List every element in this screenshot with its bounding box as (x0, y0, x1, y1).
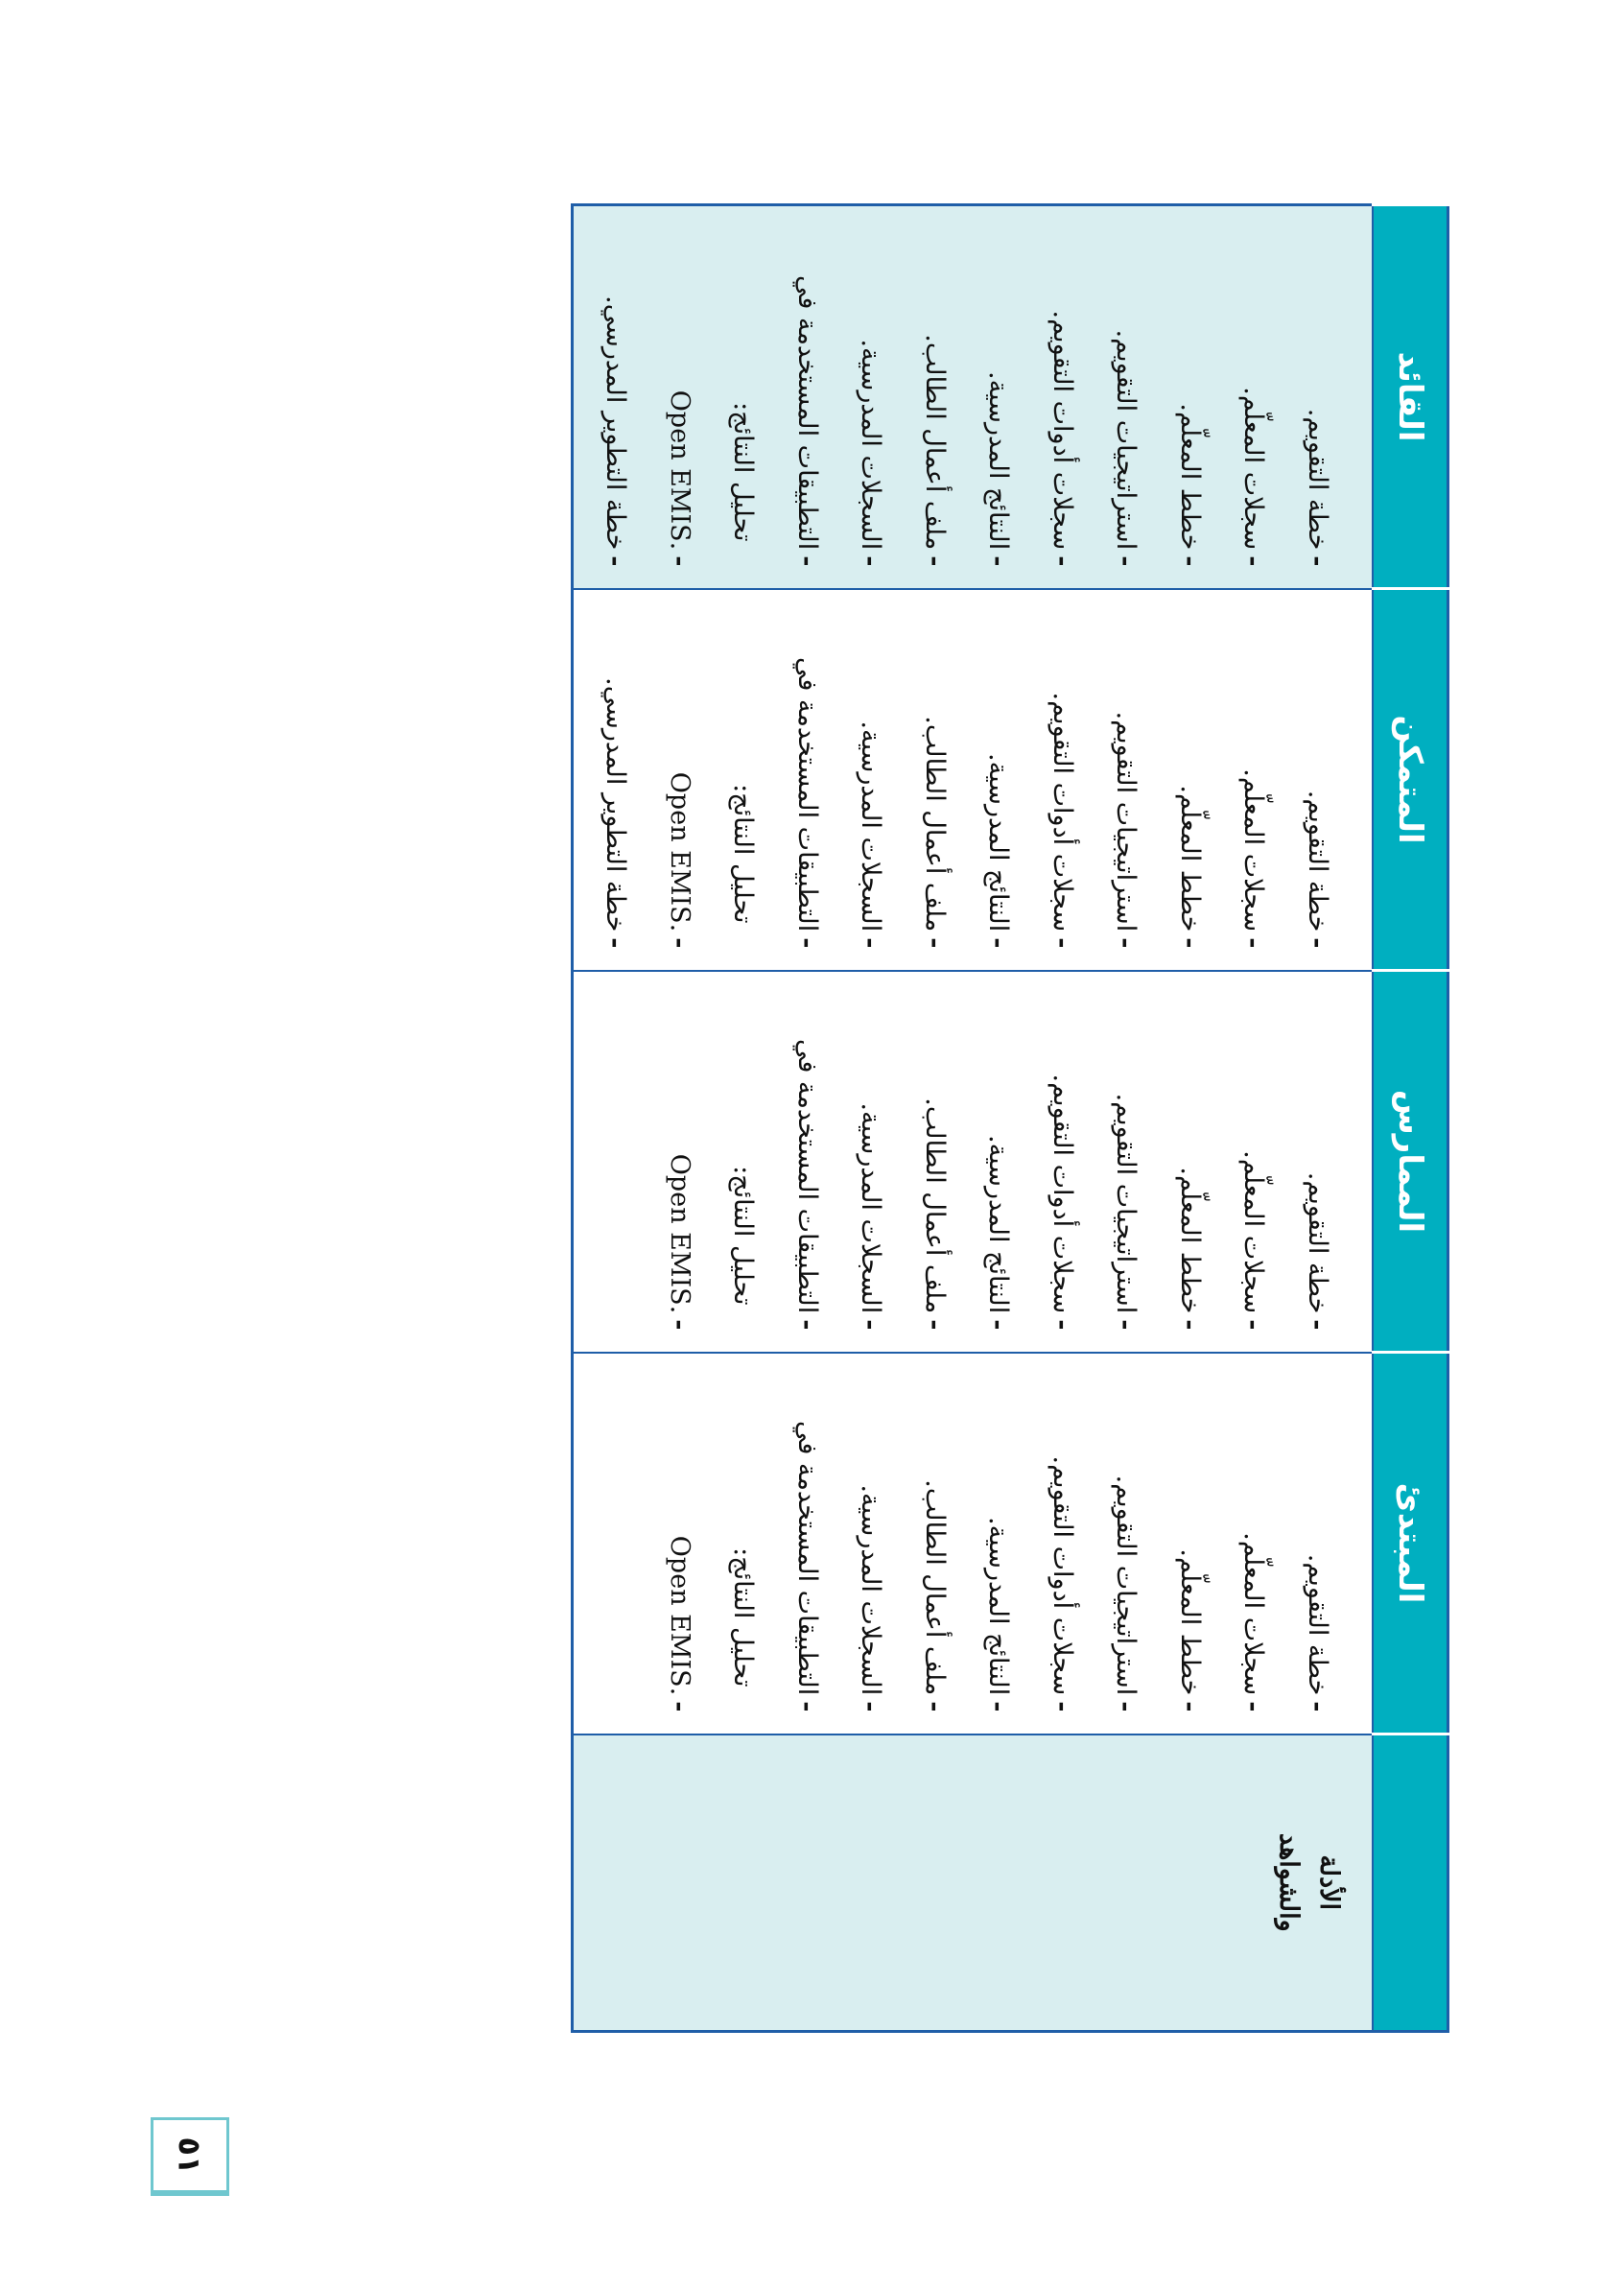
evidence-item-text: النتائج المدرسية. (983, 371, 1014, 551)
evidence-item (903, 611, 967, 949)
evidence-item-text: استراتيجيات التقويم. (1111, 1475, 1142, 1696)
cell-leader (573, 205, 1374, 589)
evidence-item (1030, 611, 1094, 949)
evidence-item (903, 227, 967, 567)
row-label-cell (573, 1734, 1374, 2032)
dash-bullet: - (920, 1319, 950, 1331)
evidence-item-text: ملف أعمال الطالب. (920, 716, 950, 932)
evidence-item (966, 993, 1030, 1331)
evidence-item (1094, 1375, 1158, 1712)
evidence-item-text: سجلات المعلّم. (1238, 768, 1269, 932)
header-leader: القائد (1373, 205, 1448, 589)
evidence-item (1158, 227, 1222, 567)
dash-bullet: - (600, 937, 631, 949)
evidence-item (838, 611, 903, 949)
evidence-item-text: النتائج المدرسية. (983, 1135, 1014, 1314)
evidence-item-text: .Open EMIS (665, 1535, 694, 1696)
dash-bullet: - (1111, 1701, 1142, 1712)
evidence-item (1094, 993, 1158, 1331)
evidence-item (966, 227, 1030, 567)
rotated-table-container (600, 203, 1449, 2030)
evidence-item (1158, 1375, 1222, 1712)
dash-bullet: - (856, 937, 886, 949)
evidence-item-text: التطبيقات المستخدمة في (792, 1420, 822, 1696)
evidence-item (838, 1375, 903, 1712)
evidence-item (903, 1375, 967, 1712)
items-list-proficient (583, 611, 1349, 949)
items-list-beginner (647, 1375, 1350, 1712)
dash-bullet: - (1238, 1701, 1269, 1712)
header-row (1373, 205, 1448, 2032)
dash-bullet: - (665, 937, 694, 949)
dash-bullet: - (1303, 937, 1332, 949)
header-practitioner: الممارس (1373, 971, 1448, 1353)
dash-bullet: - (792, 555, 822, 567)
evidence-item (1285, 993, 1350, 1331)
evidence-item-text: استراتيجيات التقويم. (1111, 329, 1142, 551)
evidence-item-text: استراتيجيات التقويم. (1111, 711, 1142, 932)
evidence-table (571, 203, 1449, 2033)
evidence-item (1158, 611, 1222, 949)
evidence-item-text: خطط المعلّم. (1175, 1548, 1205, 1696)
evidence-item-text: خطة التقويم. (1303, 1171, 1332, 1314)
evidence-item-text: .Open EMIS (665, 771, 694, 932)
row-label-line-2: والشواهد (1274, 1832, 1305, 1932)
evidence-item (711, 611, 775, 949)
evidence-item-text: سجلات أدوات التقويم. (1047, 692, 1077, 932)
evidence-item (1030, 1375, 1094, 1712)
evidence-item (966, 611, 1030, 949)
items-list-leader (583, 227, 1349, 567)
evidence-item-text: سجلات أدوات التقويم. (1047, 1074, 1077, 1314)
evidence-item (711, 993, 775, 1331)
dash-bullet: - (792, 937, 822, 949)
evidence-item (838, 993, 903, 1331)
evidence-item (583, 227, 647, 567)
evidence-row (573, 205, 1374, 2032)
evidence-item (1285, 227, 1350, 567)
dash-bullet: - (1303, 1319, 1332, 1331)
evidence-item (647, 1375, 712, 1712)
dash-bullet: - (1111, 555, 1142, 567)
evidence-item (1094, 611, 1158, 949)
cell-practitioner (573, 971, 1374, 1353)
evidence-item-text: استراتيجيات التقويم. (1111, 1093, 1142, 1314)
evidence-item-text: ملف أعمال الطالب. (920, 1097, 950, 1314)
evidence-item (647, 611, 712, 949)
evidence-item-text: النتائج المدرسية. (983, 753, 1014, 932)
evidence-item (775, 993, 839, 1331)
header-corner (1373, 1734, 1448, 2032)
evidence-item (647, 227, 712, 567)
evidence-item-text: السجلات المدرسية. (856, 720, 886, 932)
dash-bullet: - (1047, 937, 1077, 949)
items-list-practitioner (647, 993, 1350, 1331)
dash-bullet: - (1175, 937, 1205, 949)
evidence-item (1158, 993, 1222, 1331)
dash-bullet: - (1303, 1701, 1332, 1712)
dash-bullet: - (856, 1701, 886, 1712)
evidence-item (903, 993, 967, 1331)
evidence-item-text: سجلات أدوات التقويم. (1047, 310, 1077, 551)
evidence-item (1221, 1375, 1285, 1712)
evidence-item (1030, 993, 1094, 1331)
dash-bullet: - (983, 937, 1014, 949)
dash-bullet: - (1047, 1319, 1077, 1331)
evidence-item (583, 611, 647, 949)
evidence-item-text: خطة التقويم. (1303, 408, 1332, 551)
dash-bullet: - (920, 1701, 950, 1712)
row-label-line-1: الأدلة (1314, 1854, 1344, 1911)
evidence-item-text: التطبيقات المستخدمة في (792, 1038, 822, 1314)
evidence-item-text: ملف أعمال الطالب. (920, 1479, 950, 1696)
dash-bullet: - (1047, 555, 1077, 567)
evidence-item (1221, 611, 1285, 949)
evidence-item (1285, 1375, 1350, 1712)
evidence-item-text: خطة التطوير المدرسي. (600, 677, 631, 932)
evidence-item-text: النتائج المدرسية. (983, 1517, 1014, 1696)
evidence-item (647, 993, 712, 1331)
evidence-item-text: تحليل النتائج: (728, 402, 759, 542)
evidence-item (711, 227, 775, 567)
evidence-item-text: سجلات المعلّم. (1238, 387, 1269, 551)
evidence-item-text: السجلات المدرسية. (856, 339, 886, 551)
evidence-item-text: التطبيقات المستخدمة في (792, 656, 822, 932)
dash-bullet: - (1303, 555, 1332, 567)
evidence-item (775, 1375, 839, 1712)
evidence-item-text: خطط المعلّم. (1175, 785, 1205, 932)
evidence-item (1221, 993, 1285, 1331)
dash-bullet: - (983, 1319, 1014, 1331)
dash-bullet: - (792, 1701, 822, 1712)
evidence-item (775, 227, 839, 567)
dash-bullet: - (983, 555, 1014, 567)
cell-proficient (573, 589, 1374, 971)
evidence-item-text: سجلات المعلّم. (1238, 1532, 1269, 1696)
dash-bullet: - (1238, 1319, 1269, 1331)
evidence-item-text: تحليل النتائج: (728, 1166, 759, 1306)
evidence-item-text: خطة التطوير المدرسي. (600, 295, 631, 551)
dash-bullet: - (1111, 937, 1142, 949)
dash-bullet: - (665, 1319, 694, 1331)
evidence-item (1221, 227, 1285, 567)
dash-bullet: - (792, 1319, 822, 1331)
dash-bullet: - (983, 1701, 1014, 1712)
evidence-item-text: السجلات المدرسية. (856, 1102, 886, 1314)
evidence-item-text: خطط المعلّم. (1175, 403, 1205, 551)
evidence-item-text: خطة التقويم. (1303, 790, 1332, 932)
header-proficient: المتمكن (1373, 589, 1448, 971)
dash-bullet: - (856, 555, 886, 567)
evidence-item-text: التطبيقات المستخدمة في (792, 274, 822, 551)
evidence-item-text: خطط المعلّم. (1175, 1167, 1205, 1314)
page-number: ٥١ (172, 2136, 208, 2175)
page-number-box (151, 2117, 229, 2196)
evidence-item-text: تحليل النتائج: (728, 1547, 759, 1687)
evidence-item-text: خطة التقويم. (1303, 1553, 1332, 1696)
dash-bullet: - (665, 1701, 694, 1712)
evidence-item (1285, 611, 1350, 949)
evidence-item (1030, 227, 1094, 567)
dash-bullet: - (1047, 1701, 1077, 1712)
dash-bullet: - (920, 937, 950, 949)
cell-beginner (573, 1353, 1374, 1734)
dash-bullet: - (665, 555, 694, 567)
evidence-item-text: سجلات المعلّم. (1238, 1150, 1269, 1314)
dash-bullet: - (1111, 1319, 1142, 1331)
evidence-item-text: السجلات المدرسية. (856, 1484, 886, 1696)
evidence-item-text: .Open EMIS (665, 1153, 694, 1314)
dash-bullet: - (1238, 555, 1269, 567)
dash-bullet: - (1175, 555, 1205, 567)
evidence-item-text: ملف أعمال الطالب. (920, 334, 950, 551)
evidence-item (775, 611, 839, 949)
dash-bullet: - (856, 1319, 886, 1331)
dash-bullet: - (920, 555, 950, 567)
header-beginner: المبتدئ (1373, 1353, 1448, 1734)
dash-bullet: - (600, 555, 631, 567)
evidence-item (838, 227, 903, 567)
evidence-item (1094, 227, 1158, 567)
evidence-item (711, 1375, 775, 1712)
dash-bullet: - (1238, 937, 1269, 949)
evidence-item-text: .Open EMIS (665, 389, 694, 551)
dash-bullet: - (1175, 1701, 1205, 1712)
evidence-item (966, 1375, 1030, 1712)
evidence-item-text: سجلات أدوات التقويم. (1047, 1455, 1077, 1696)
dash-bullet: - (1175, 1319, 1205, 1331)
evidence-item-text: تحليل النتائج: (728, 784, 759, 924)
